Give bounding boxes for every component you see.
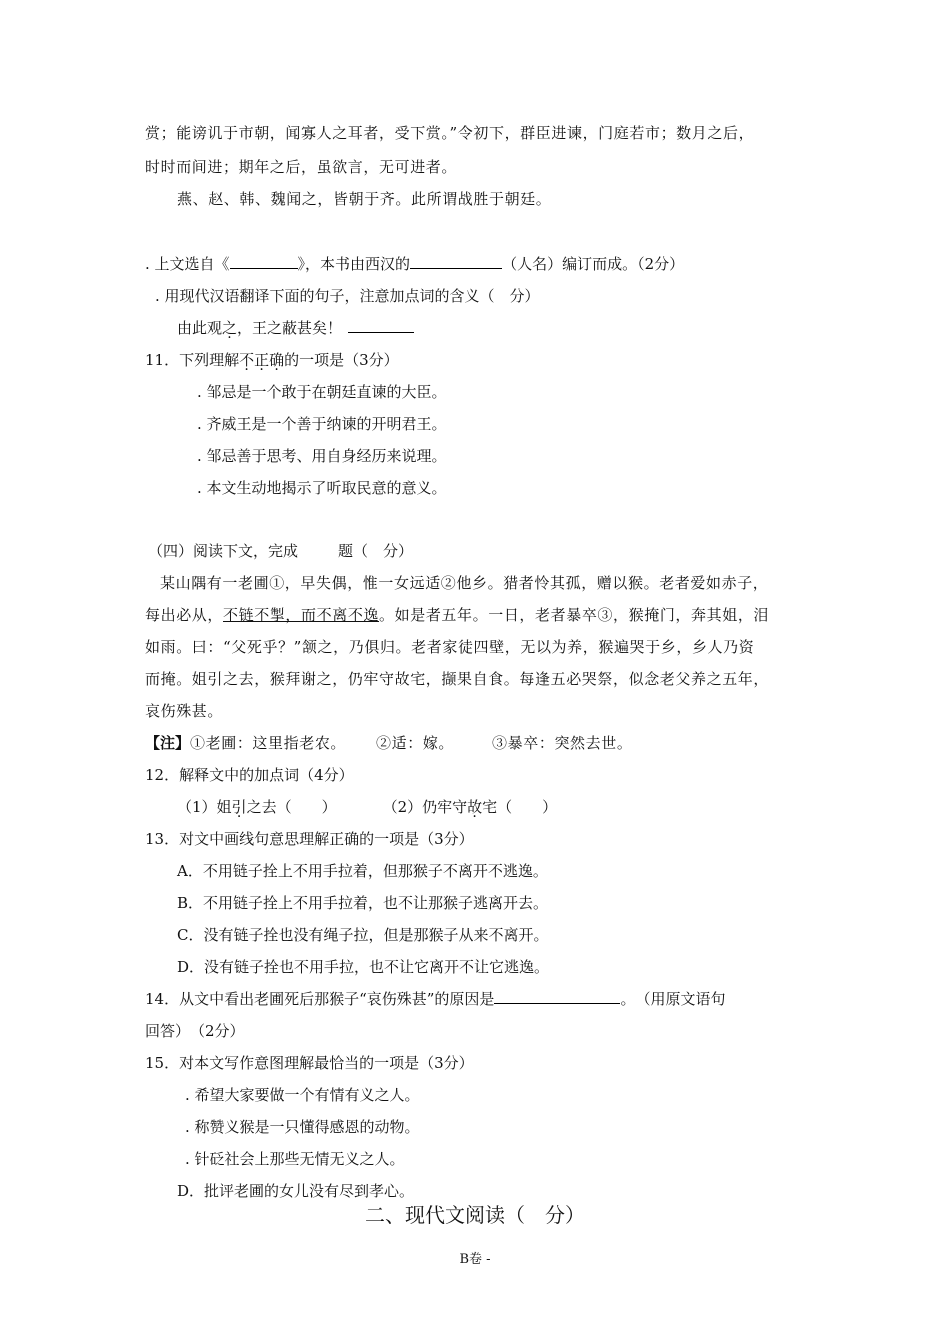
heading-text: 题（ 分） <box>338 542 414 560</box>
question-text: 11．下列理解 <box>145 351 240 369</box>
passage-line: 时时而间进；期年之后，虽欲言，无可进者。 <box>145 158 458 176</box>
question-10-sentence <box>177 318 414 338</box>
question-9 <box>145 254 684 274</box>
option-item[interactable]: A．不用链子拴上不用手拉着，但那猴子不离开不逃逸。 <box>177 862 548 880</box>
dotted-word: 正 <box>254 351 270 369</box>
notes <box>145 733 632 753</box>
question-text: （人名）编订而成。（2分） <box>502 255 685 273</box>
sentence-text: ，王之蔽甚矣！ <box>237 319 343 337</box>
passage-line <box>145 605 769 625</box>
passage-line: 燕、赵、韩、魏闻之，皆朝于齐。此所谓战胜于朝廷。 <box>177 190 552 208</box>
answer-slot[interactable]: 之去（ ） <box>246 798 337 816</box>
passage-line: 如雨。曰：“父死乎？”颔之，乃俱归。老者家徒四壁，无以为养，猴遍哭于乡，乡人乃资 <box>145 638 755 656</box>
passage-line: 赏；能谤讥于市朝，闻寡人之耳者，受下赏。”令初下，群臣进谏，门庭若市；数月之后， <box>145 124 755 142</box>
passage-line: 哀伤殊甚。 <box>145 702 224 720</box>
passage-line: 某山隅有一老圃①，早失偶，惟一女远适②他乡。猎者怜其孤，赠以猴。老者爱如赤子， <box>160 574 769 592</box>
question-text: 》，本书由西汉的 <box>297 255 411 273</box>
option-item[interactable]: . 齐威王是一个善于纳谏的开明君王。 <box>197 415 447 433</box>
option-item[interactable]: B．不用链子拴上不用手拉着，也不让那猴子逃离开去。 <box>177 894 549 912</box>
item-text: （1）姐 <box>177 798 232 816</box>
item-text: （2）仍牢守 <box>382 798 468 816</box>
dotted-word: 不 <box>239 351 255 369</box>
answer-blank[interactable] <box>348 318 414 333</box>
option-item[interactable]: D．没有链子拴也不用手拉，也不让它离开不让它逃逸。 <box>177 958 550 976</box>
option-item[interactable]: . 希望大家要做一个有情有义之人。 <box>185 1086 420 1104</box>
option-item[interactable]: C．没有链子拴也没有绳子拉，但是那猴子从来不离开。 <box>177 926 549 944</box>
dotted-word: 故 <box>467 798 483 816</box>
answer-blank[interactable] <box>494 989 620 1004</box>
section-title: 二、现代文阅读（ 分） <box>365 1203 585 1227</box>
heading-text: （四）阅读下文，完成 <box>148 542 299 560</box>
question-10: . 用现代汉语翻译下面的句子，注意加点词的含义（ 分） <box>155 287 540 305</box>
page-footer: B卷 - <box>459 1252 491 1267</box>
question-14 <box>145 989 725 1009</box>
sentence-text: 由此观 <box>177 319 223 337</box>
answer-blank[interactable] <box>410 254 502 269</box>
passage-text: 。如是者五年。一日，老者暴卒③，猴掩门，奔其姐，泪 <box>379 606 770 624</box>
question-text: 14．从文中看出老圃死后那猴子“哀伤殊甚”的原因是 <box>145 990 495 1008</box>
question-text: 的一项是（3分） <box>284 351 399 369</box>
question-11 <box>145 350 399 370</box>
section-4-heading <box>148 541 413 561</box>
option-item[interactable]: . 针砭社会上那些无情无义之人。 <box>185 1150 405 1168</box>
dotted-word: 引 <box>231 798 247 816</box>
note-label: 【注】 <box>145 734 191 752</box>
option-item[interactable]: D．批评老圃的女儿没有尽到孝心。 <box>177 1182 415 1200</box>
underlined-sentence: 不链不掣，而不离不逸 <box>223 606 380 624</box>
passage-text: 每出必从， <box>145 606 224 624</box>
note-item: ③暴卒：突然去世。 <box>492 734 633 752</box>
question-12-items <box>177 797 557 817</box>
question-14-line2: 回答） （2分） <box>145 1022 245 1040</box>
option-item[interactable]: . 邹忌是一个敢于在朝廷直谏的大臣。 <box>197 383 447 401</box>
question-12: 12．解释文中的加点词（4分） <box>145 766 354 784</box>
note-item: ②适：嫁。 <box>376 734 455 752</box>
question-13: 13．对文中画线句意思理解正确的一项是（3分） <box>145 830 474 848</box>
dotted-word: 之 <box>222 319 238 337</box>
dotted-word: 确 <box>269 351 285 369</box>
question-15: 15．对本文写作意图理解最恰当的一项是（3分） <box>145 1054 474 1072</box>
option-item[interactable]: . 邹忌善于思考、用自身经历来说理。 <box>197 447 447 465</box>
question-text: . 上文选自《 <box>145 255 230 273</box>
option-item[interactable]: . 本文生动地揭示了听取民意的意义。 <box>197 479 447 497</box>
question-text: 。 （用原文语句 <box>620 990 726 1008</box>
note-item: ①老圃：这里指老农。 <box>190 734 347 752</box>
passage-line: 而掩。姐引之去，猴拜谢之，仍牢守故宅，撷果自食。每逢五必哭祭，似念老父养之五年， <box>145 670 770 688</box>
option-item[interactable]: . 称赞义猴是一只懂得感恩的动物。 <box>185 1118 420 1136</box>
answer-slot[interactable]: 宅（ ） <box>482 798 558 816</box>
answer-blank[interactable] <box>230 254 298 269</box>
